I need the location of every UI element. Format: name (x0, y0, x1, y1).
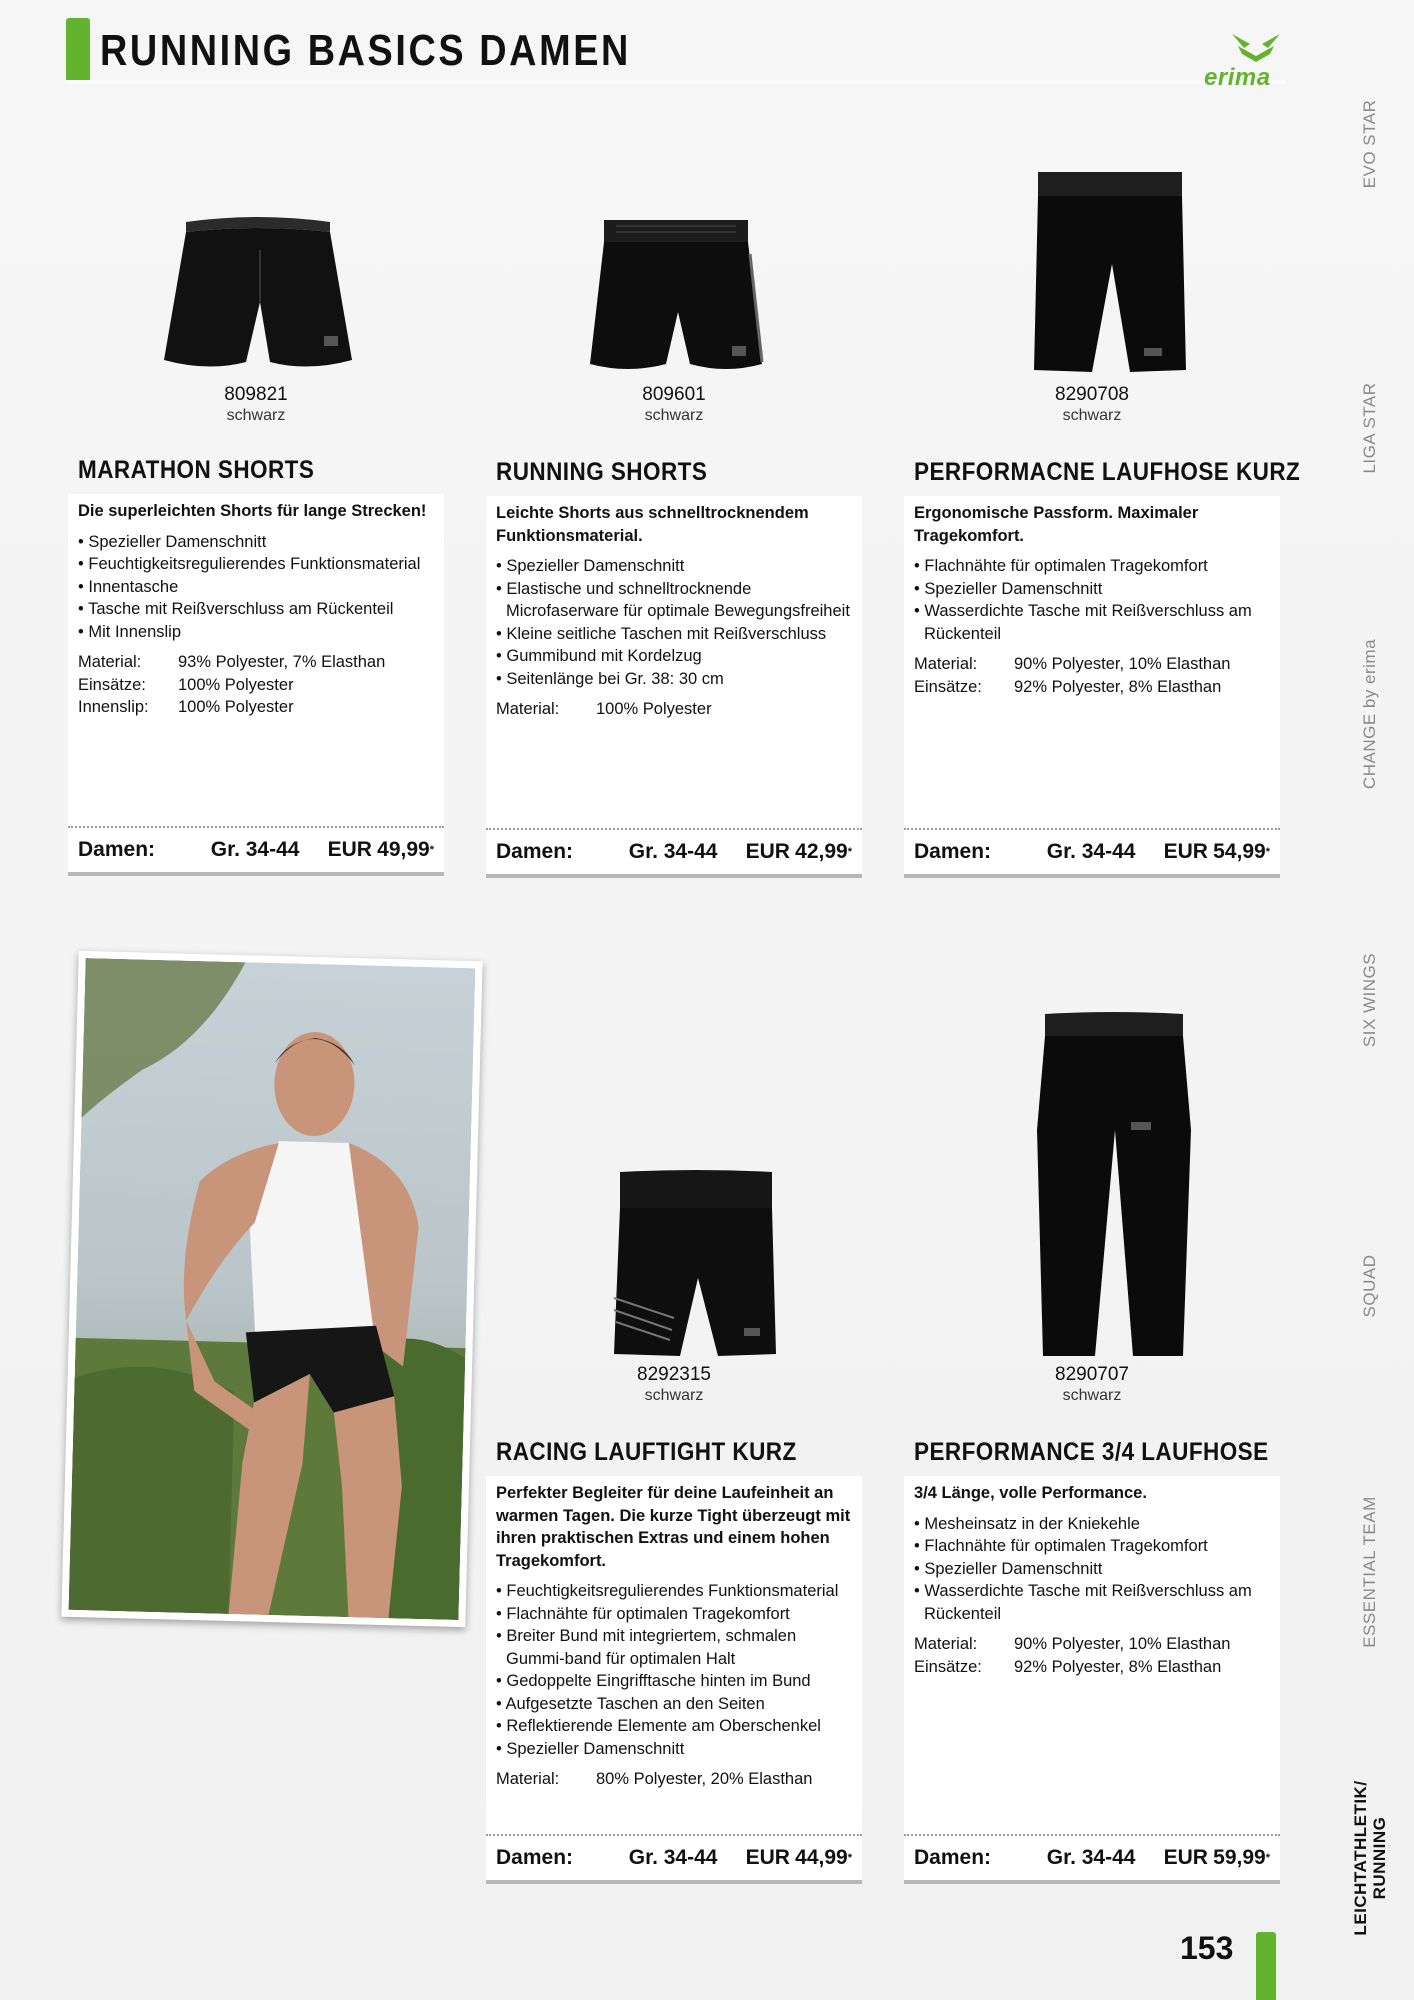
feature-item: • Spezieller Damenschnitt (914, 578, 1270, 601)
feature-item: • Feuchtigkeitsregulierendes Funktionsmaterial (496, 1580, 852, 1603)
sidebar-item-six-wings[interactable]: SIX WINGS (1360, 952, 1379, 1048)
material-row (78, 651, 434, 674)
sidebar-item-change-by-erima[interactable]: CHANGE by erima (1360, 638, 1379, 790)
sidebar-item-squad[interactable]: SQUAD (1360, 1254, 1379, 1318)
material-row (78, 696, 434, 719)
material-row (914, 1633, 1270, 1656)
product-card-racing-lauftight-kurz (486, 1476, 862, 1880)
material-key: Material: (496, 700, 560, 718)
feature-list (78, 531, 434, 644)
product-code: 8290708 (1055, 384, 1129, 405)
sidebar-active-line1: LEICHTATHLETIK/ (1351, 1780, 1370, 1936)
lifestyle-photo (61, 951, 482, 1627)
product-color: schwarz (644, 407, 704, 424)
currency: EUR (327, 837, 372, 861)
price-label: Damen: (496, 1845, 574, 1869)
page-number: 153 (1180, 1930, 1234, 1966)
material-key: Innenslip: (78, 698, 149, 716)
price-footnote: * (847, 1851, 852, 1864)
size-range: Gr. 34-44 (628, 1845, 718, 1869)
price-label: Damen: (496, 839, 574, 863)
feature-item: • Spezieller Damenschnitt (496, 555, 852, 578)
product-lead: 3/4 Länge, volle Performance. (914, 1484, 1147, 1502)
sidebar-item-running-active[interactable] (1351, 1780, 1389, 1935)
feature-item: • Aufgesetzte Taschen an den Seiten (496, 1693, 852, 1716)
price-label: Damen: (914, 839, 992, 863)
sidebar-item-essential-team[interactable]: ESSENTIAL TEAM (1360, 1496, 1379, 1648)
price-label: Damen: (914, 1845, 992, 1869)
price-value: 54,99 (1213, 839, 1266, 863)
feature-list (914, 1513, 1270, 1626)
product-color: schwarz (1062, 407, 1122, 424)
feature-item: • Flachnähte für optimalen Tragekomfort (914, 555, 1270, 578)
material-value: 90% Polyester, 10% Elasthan (1014, 1635, 1231, 1653)
sidebar-item-liga-star[interactable]: LIGA STAR (1360, 382, 1379, 474)
product-name: RUNNING SHORTS (496, 458, 708, 486)
feature-item: • Kleine seitliche Taschen mit Reißverschluss (496, 623, 852, 646)
product-lead: Perfekter Begleiter für deine Laufeinheit an warmen Tagen. Die kurze Tight überzeugt mit ihren praktischen Extras und einem hohen Tragekomfort. (496, 1484, 851, 1570)
size-range: Gr. 34-44 (210, 837, 300, 861)
price-row (68, 826, 444, 872)
product-color: schwarz (226, 407, 286, 424)
product-code: 8292315 (637, 1364, 711, 1385)
material-value: 80% Polyester, 20% Elasthan (596, 1770, 813, 1788)
brand-wordmark: erima (1204, 64, 1271, 91)
feature-item: • Mit Innenslip (78, 621, 434, 644)
feature-item: • Elastische und schnelltrocknende Microfaserware für optimale Bewegungsfreiheit (496, 578, 852, 623)
feature-item: • Flachnähte für optimalen Tragekomfort (914, 1535, 1270, 1558)
feature-item: • Gedoppelte Eingrifftasche hinten im Bund (496, 1670, 852, 1693)
material-row (78, 674, 434, 697)
material-row (914, 653, 1270, 676)
feature-item: • Spezieller Damenschnitt (496, 1738, 852, 1761)
material-row (914, 676, 1270, 699)
product-card-marathon-shorts (68, 494, 444, 872)
product-code-block (972, 384, 1212, 426)
brand-logo (1200, 26, 1290, 91)
product-color: schwarz (644, 1387, 704, 1404)
product-code: 809601 (642, 384, 706, 405)
feature-item: • Mesheinsatz in der Kniekehle (914, 1513, 1270, 1536)
material-row (496, 1768, 852, 1791)
sidebar-item-evo-star[interactable]: EVO STAR (1360, 99, 1379, 189)
material-value: 100% Polyester (596, 700, 712, 718)
feature-item: • Wasserdichte Tasche mit Reißverschluss am Rückenteil (914, 1580, 1270, 1625)
price-row (904, 828, 1280, 874)
size-range: Gr. 34-44 (1046, 839, 1136, 863)
price-value: 49,99 (377, 837, 430, 861)
header-divider (66, 80, 1286, 84)
price-row (904, 1834, 1280, 1880)
product-code: 8290707 (1055, 1364, 1129, 1385)
material-key: Material: (496, 1770, 560, 1788)
price-value: 59,99 (1213, 1845, 1266, 1869)
feature-item: • Wasserdichte Tasche mit Reißverschluss am Rückenteil (914, 600, 1270, 645)
price-value: 42,99 (795, 839, 848, 863)
feature-item: • Spezieller Damenschnitt (914, 1558, 1270, 1581)
currency: EUR (745, 839, 790, 863)
feature-list (496, 555, 852, 690)
feature-item: • Gummibund mit Kordelzug (496, 645, 852, 668)
product-color: schwarz (1062, 1387, 1122, 1404)
material-value: 100% Polyester (178, 698, 294, 716)
material-key: Einsätze: (914, 1657, 982, 1676)
material-value: 90% Polyester, 10% Elasthan (1014, 655, 1231, 673)
price-footnote: * (1265, 1851, 1270, 1864)
product-name: RACING LAUFTIGHT KURZ (496, 1438, 797, 1466)
feature-list (914, 555, 1270, 645)
size-range: Gr. 34-44 (628, 839, 718, 863)
price-value: 44,99 (795, 1845, 848, 1869)
performance-laufhose-kurz-image (1000, 168, 1220, 380)
sidebar-active-line2: RUNNING (1370, 1816, 1389, 1900)
size-range: Gr. 34-44 (1046, 1845, 1136, 1869)
feature-list (496, 1580, 852, 1760)
feature-item: • Flachnähte für optimalen Tragekomfort (496, 1603, 852, 1626)
product-card-performance-laufhose-kurz (904, 496, 1280, 874)
title-accent-bar (66, 18, 90, 84)
currency: EUR (745, 1845, 790, 1869)
material-row (496, 698, 852, 721)
feature-item: • Seitenlänge bei Gr. 38: 30 cm (496, 668, 852, 691)
price-label: Damen: (78, 837, 156, 861)
page-number-accent-bar (1256, 1932, 1276, 2000)
performance-3-4-laufhose-image (1004, 1010, 1224, 1360)
price-row (486, 828, 862, 874)
feature-item: • Reflektierende Elemente am Oberschenkel (496, 1715, 852, 1738)
product-name: PERFORMACNE LAUFHOSE KURZ (914, 458, 1301, 486)
material-value: 92% Polyester, 8% Elasthan (1014, 677, 1222, 696)
material-key: Material: (914, 1635, 978, 1653)
feature-item: • Spezieller Damenschnitt (78, 531, 434, 554)
material-value: 92% Polyester, 8% Elasthan (1014, 1657, 1222, 1676)
material-key: Material: (914, 655, 978, 673)
price-footnote: * (429, 843, 434, 856)
product-code-block (554, 1364, 794, 1406)
currency: EUR (1163, 839, 1208, 863)
material-key: Einsätze: (78, 675, 146, 694)
price-footnote: * (1265, 845, 1270, 858)
price-footnote: * (847, 845, 852, 858)
material-value: 100% Polyester (178, 675, 294, 694)
material-row (914, 1656, 1270, 1679)
runner-photo-illustration (69, 958, 476, 1620)
section-sidebar (1330, 0, 1414, 2000)
product-code-block (554, 384, 794, 426)
feature-item: • Breiter Bund mit integriertem, schmalen Gummi-band für optimalen Halt (496, 1625, 852, 1670)
material-key: Material: (78, 653, 142, 671)
material-value: 93% Polyester, 7% Elasthan (178, 653, 386, 671)
product-card-running-shorts (486, 496, 862, 874)
feature-item: • Tasche mit Reißverschluss am Rückenteil (78, 598, 434, 621)
product-lead: Ergonomische Passform. Maximaler Tragekomfort. (914, 504, 1199, 545)
product-lead: Die superleichten Shorts für lange Strecken! (78, 502, 427, 520)
feature-item: • Feuchtigkeitsregulierendes Funktionsmaterial (78, 553, 434, 576)
page-title: RUNNING BASICS DAMEN (100, 26, 631, 75)
price-row (486, 1834, 862, 1880)
product-code-block (972, 1364, 1212, 1406)
product-card-performance-3-4-laufhose (904, 1476, 1280, 1880)
material-key: Einsätze: (914, 677, 982, 696)
racing-lauftight-kurz-image (586, 1168, 806, 1360)
product-code: 809821 (224, 384, 288, 405)
marathon-shorts-image (148, 210, 368, 380)
running-shorts-image (566, 214, 786, 380)
feature-item: • Innentasche (78, 576, 434, 599)
currency: EUR (1163, 1845, 1208, 1869)
product-name: MARATHON SHORTS (78, 456, 315, 484)
product-lead: Leichte Shorts aus schnelltrocknendem Funktionsmaterial. (496, 504, 809, 545)
product-code-block (136, 384, 376, 426)
product-name: PERFORMANCE 3/4 LAUFHOSE (914, 1438, 1269, 1466)
